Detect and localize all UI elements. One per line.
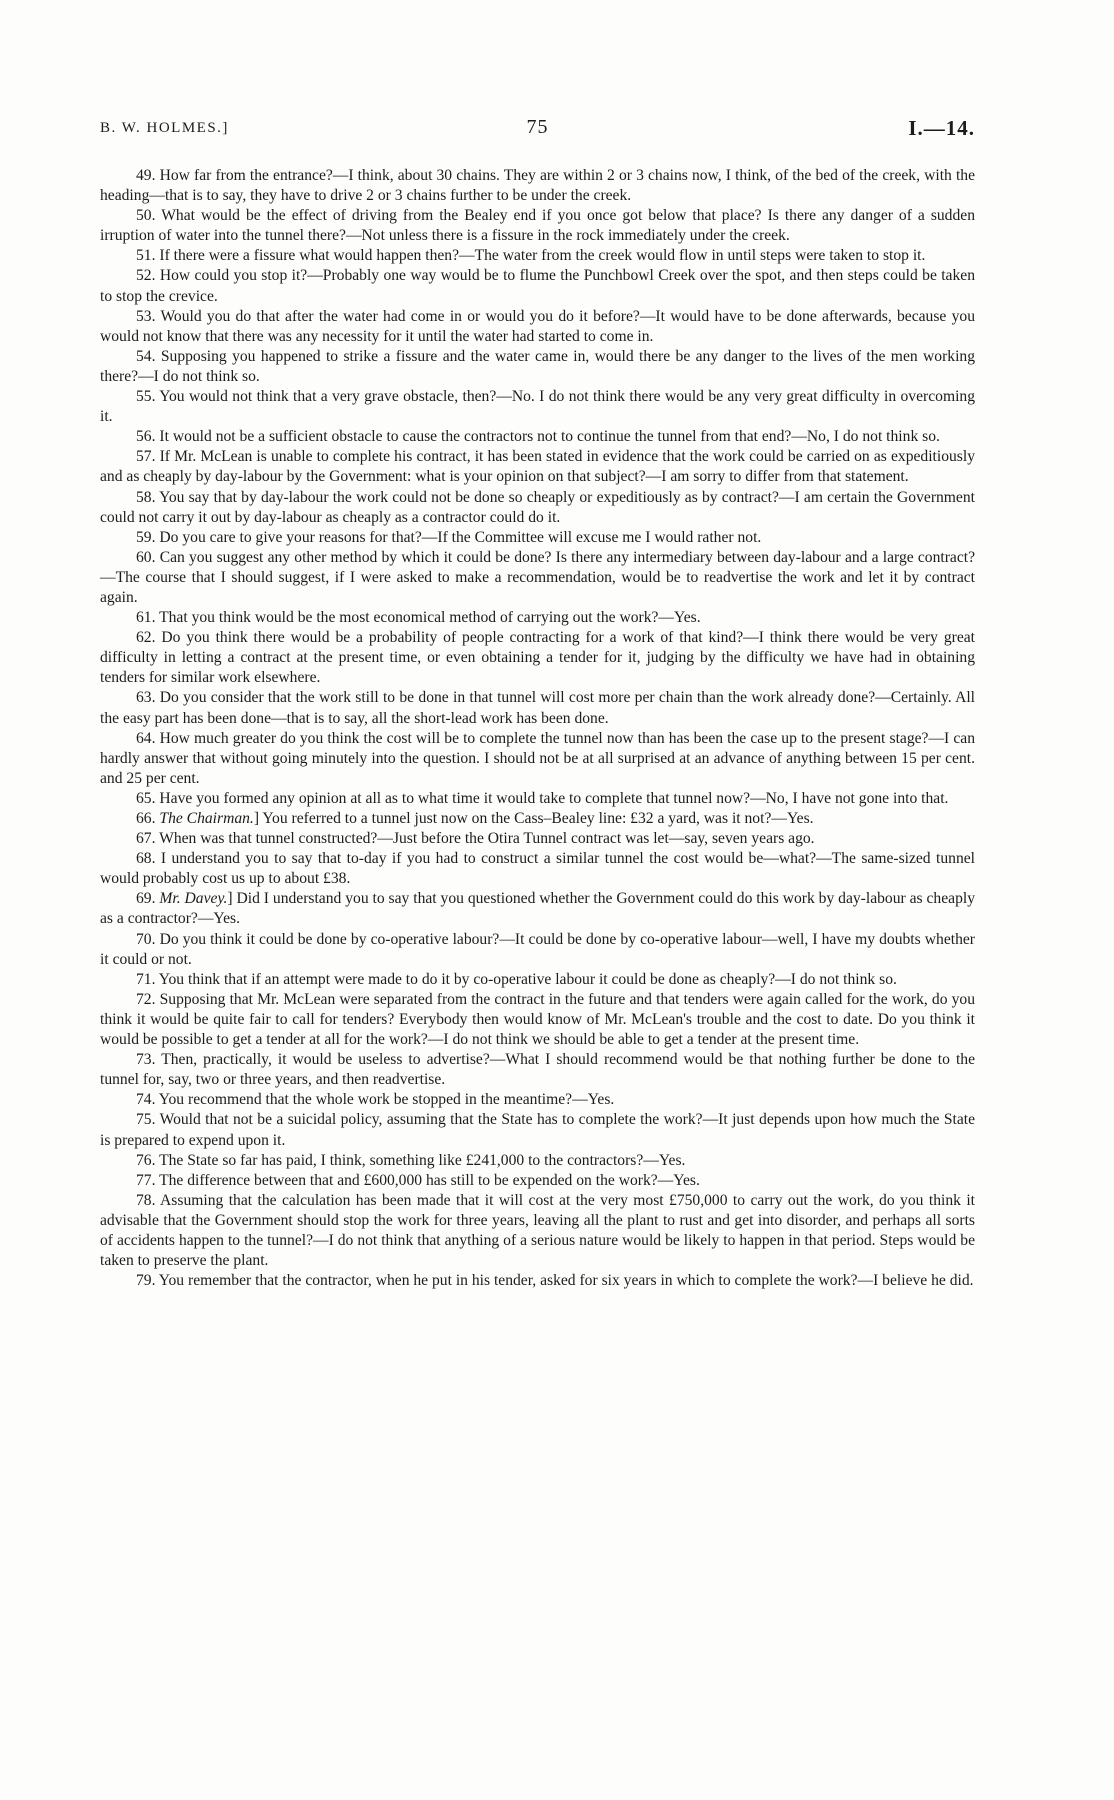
evidence-body bbox=[100, 166, 975, 1291]
question-answer-paragraph bbox=[100, 729, 975, 789]
paragraph-text: 65. Have you formed any opinion at all as to what time it would take to complete that tunnel now?—No, I have not gone into that. bbox=[136, 789, 949, 807]
question-answer-paragraph bbox=[100, 1271, 975, 1291]
paragraph-text: 68. I understand you to say that to-day if you had to construct a similar tunnel the cost would be—what?—The same-sized tunnel would probably cost us up to about £38. bbox=[100, 850, 975, 888]
paragraph-text: 76. The State so far has paid, I think, something like £241,000 to the contractors?—Yes. bbox=[136, 1151, 686, 1169]
paragraph-text: 60. Can you suggest any other method by which it could be done? Is there any intermediary between day-labour and a large contract?—The course that I should suggest, if I were asked to make a recommendation, would be to readvertise the work and let it by contract again. bbox=[100, 548, 975, 606]
page-header bbox=[100, 116, 975, 142]
question-answer-paragraph bbox=[100, 266, 975, 306]
question-number: 66. bbox=[136, 810, 160, 827]
question-answer-paragraph bbox=[100, 970, 975, 990]
paragraph-text: 71. You think that if an attempt were made to do it by co-operative labour it could be done as cheaply?—I do not think so. bbox=[136, 970, 897, 988]
paragraph-text: 50. What would be the effect of driving from the Bealey end if you once got below that place? Is there any danger of a sudden irruption of water into the tunnel there?—Not unless there is a fissure in the rock immediately under the creek. bbox=[100, 207, 975, 245]
question-answer-paragraph bbox=[100, 166, 975, 206]
question-answer-paragraph bbox=[100, 849, 975, 889]
question-answer-paragraph bbox=[100, 829, 975, 849]
paragraph-text: 79. You remember that the contractor, when he put in his tender, asked for six years in which to complete the work?—I believe he did. bbox=[136, 1272, 974, 1290]
question-answer-paragraph bbox=[100, 1151, 975, 1171]
paragraph-text: 58. You say that by day-labour the work could not be done so cheaply or expeditiously as by contract?—I am certain the Government could not carry it out by day-labour as cheaply as a contractor could do it. bbox=[100, 488, 975, 526]
question-answer-paragraph bbox=[100, 488, 975, 528]
question-answer-paragraph bbox=[100, 628, 975, 688]
question-answer-paragraph bbox=[100, 809, 975, 829]
paragraph-text: 67. When was that tunnel constructed?—Just before the Otira Tunnel contract was let—say, seven years ago. bbox=[136, 830, 815, 848]
question-answer-paragraph bbox=[100, 387, 975, 427]
question-number: 69. bbox=[136, 890, 160, 908]
paragraph-text: 62. Do you think there would be a probability of people contracting for a work of that kind?—I think there would be very great difficulty in letting a contract at the present time, or even obtaining a tender for it, judging by the difficulty we have had in obtaining tenders for similar work elsewhere. bbox=[100, 629, 975, 687]
paragraph-text: 54. Supposing you happened to strike a fissure and the water came in, would there be any danger to the lives of the men working there?—I do not think so. bbox=[100, 347, 975, 385]
paragraph-text: 61. That you think would be the most economical method of carrying out the work?—Yes. bbox=[136, 609, 701, 627]
question-answer-paragraph bbox=[100, 307, 975, 347]
paragraph-text: 56. It would not be a sufficient obstacle to cause the contractors not to continue the tunnel from that end?—No, I do not think so. bbox=[136, 428, 940, 446]
paragraph-text: 77. The difference between that and £600,000 has still to be expended on the work?—Yes. bbox=[136, 1171, 700, 1189]
paragraph-text: 64. How much greater do you think the cost will be to complete the tunnel now than has been the case up to the present stage?—I can hardly answer that without going minutely into the question. I should not be at all surprised at an advance of anything between 15 per cent. and 25 per cent. bbox=[100, 729, 975, 787]
paragraph-text: 59. Do you care to give your reasons for that?—If the Committee will excuse me I would rather not. bbox=[136, 528, 762, 546]
question-answer-paragraph bbox=[100, 447, 975, 487]
paragraph-text: 74. You recommend that the whole work be stopped in the meantime?—Yes. bbox=[136, 1091, 615, 1109]
question-answer-paragraph bbox=[100, 246, 975, 266]
question-answer-paragraph bbox=[100, 889, 975, 929]
question-answer-paragraph bbox=[100, 347, 975, 387]
paragraph-text: 57. If Mr. McLean is unable to complete his contract, it has been stated in evidence that the work could be carried on as expeditiously and as cheaply by day-labour by the Government: what is your opinion on that subject?—I am sorry to differ from that statement. bbox=[100, 448, 975, 486]
question-answer-paragraph bbox=[100, 688, 975, 728]
paragraph-text: 49. How far from the entrance?—I think, about 30 chains. They are within 2 or 3 chains now, I think, of the bed of the creek, with the heading—that is to say, they have to drive 2 or 3 chains further to be under the creek. bbox=[100, 167, 975, 205]
paragraph-text: ] You referred to a tunnel just now on the Cass–Bealey line: £32 a yard, was it not?—Yes. bbox=[253, 810, 814, 827]
question-answer-paragraph bbox=[100, 608, 975, 628]
paper-reference: I.—14. bbox=[908, 116, 975, 140]
question-answer-paragraph bbox=[100, 789, 975, 809]
paragraph-text: 51. If there were a fissure what would happen then?—The water from the creek would flow in until steps were taken to stop it. bbox=[136, 247, 926, 265]
page-number: 75 bbox=[526, 116, 549, 138]
paragraph-text: 73. Then, practically, it would be useless to advertise?—What I should recommend would be that nothing further be done to the tunnel for, say, two or three years, and then readvertise. bbox=[100, 1051, 975, 1089]
paragraph-text: 75. Would that not be a suicidal policy, assuming that the State has to complete the work?—It just depends upon how much the State is prepared to expend upon it. bbox=[100, 1111, 975, 1149]
speaker-name: Mr. Davey. bbox=[159, 890, 228, 908]
paragraph-text: ] Did I understand you to say that you questioned whether the Government could do this work by day-labour as cheaply as a contractor?—Yes. bbox=[100, 890, 975, 928]
paragraph-text: 52. How could you stop it?—Probably one way would be to flume the Punchbowl Creek over the spot, and then steps could be taken to stop the crevice. bbox=[100, 267, 975, 305]
paragraph-text: 55. You would not think that a very grave obstacle, then?—No. I do not think there would be any very great difficulty in overcoming it. bbox=[100, 388, 975, 426]
question-answer-paragraph bbox=[100, 990, 975, 1050]
speaker-name: The Chairman. bbox=[159, 810, 254, 827]
question-answer-paragraph bbox=[100, 1090, 975, 1110]
question-answer-paragraph bbox=[100, 1191, 975, 1271]
question-answer-paragraph bbox=[100, 1110, 975, 1150]
question-answer-paragraph bbox=[100, 427, 975, 447]
question-answer-paragraph bbox=[100, 528, 975, 548]
paragraph-text: 63. Do you consider that the work still to be done in that tunnel will cost more per chain than the work already done?—Certainly. All the easy part has been done—that is to say, all the short-lead work has been done. bbox=[100, 689, 975, 727]
question-answer-paragraph bbox=[100, 1171, 975, 1191]
witness-name: B. W. HOLMES.] bbox=[100, 120, 229, 136]
question-answer-paragraph bbox=[100, 930, 975, 970]
paragraph-text: 53. Would you do that after the water had come in or would you do it before?—It would have to be done afterwards, because you would not know that there was any necessity for it until the water had started to come in. bbox=[100, 307, 975, 345]
paragraph-text: 72. Supposing that Mr. McLean were separated from the contract in the future and that tenders were again called for the work, do you think it would be quite fair to call for tenders? Everybody then would know of Mr. McLean's trouble and the cost to date. Do you think it would be possible to get a tender at all for the work?—I do not think we should be able to get a tender at the present time. bbox=[100, 990, 975, 1049]
question-answer-paragraph bbox=[100, 1050, 975, 1090]
question-answer-paragraph bbox=[100, 548, 975, 608]
paragraph-text: 70. Do you think it could be done by co-operative labour?—It could be done by co-operative labour—well, I have my doubts whether it could or not. bbox=[100, 930, 975, 968]
question-answer-paragraph bbox=[100, 206, 975, 246]
paragraph-text: 78. Assuming that the calculation has been made that it will cost at the very most £750,000 to carry out the work, do you think it advisable that the Government should stop the work for three years, leaving all the plant to rust and get into disorder, and perhaps all sorts of accidents happen to the tunnel?—I do not think that anything of a serious nature would be likely to happen in that period. Steps would be taken to preserve the plant. bbox=[100, 1191, 975, 1270]
